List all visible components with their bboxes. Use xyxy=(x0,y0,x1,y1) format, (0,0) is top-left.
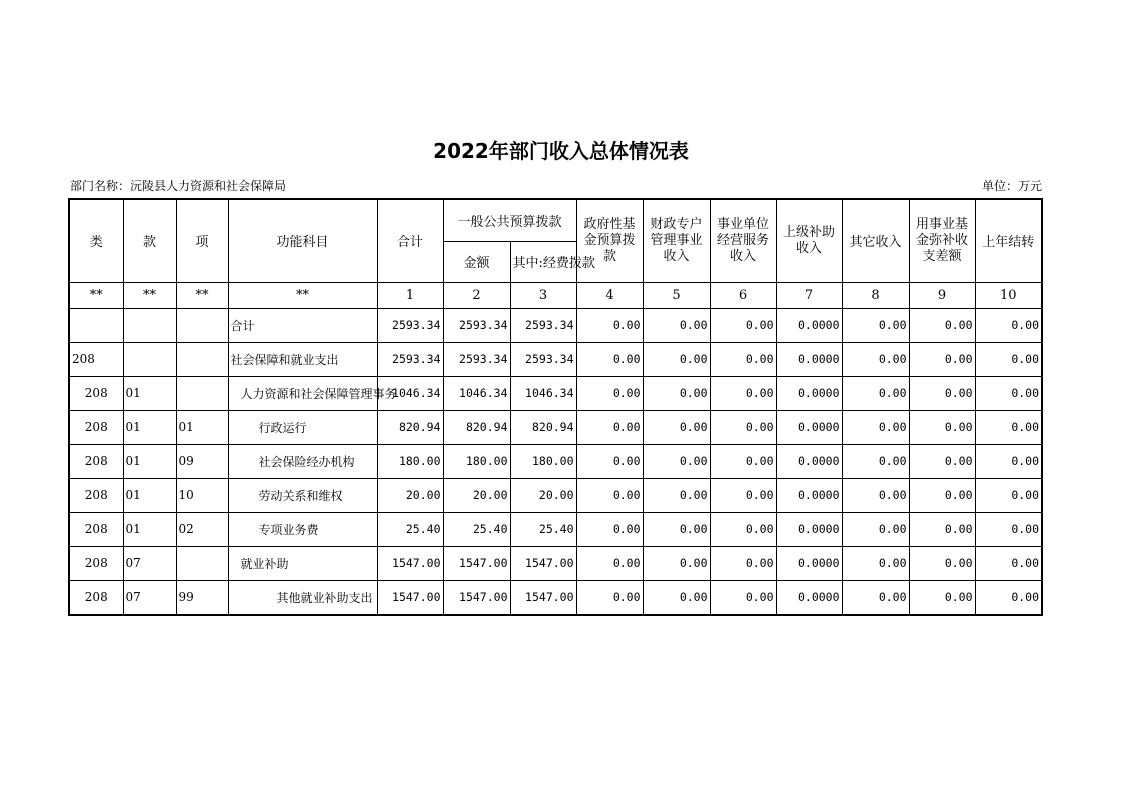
cell-kuan: 01 xyxy=(123,478,176,512)
cell-xiang xyxy=(176,342,228,376)
header-total: 合计 xyxy=(377,199,443,282)
cell-value: 180.00 xyxy=(443,444,510,478)
cell-xiang: 02 xyxy=(176,512,228,546)
cell-value: 0.00 xyxy=(643,308,710,342)
header-fund-gap: 用事业基金弥补收支差额 xyxy=(909,199,975,282)
table-row xyxy=(69,410,1042,444)
cell-value: 0.00 xyxy=(643,546,710,580)
index-cell: ** xyxy=(176,282,228,308)
cell-value: 0.00 xyxy=(975,478,1042,512)
cell-function-name: 合计 xyxy=(228,308,377,342)
cell-value: 1547.00 xyxy=(443,546,510,580)
cell-value: 0.00 xyxy=(975,376,1042,410)
cell-lei: 208 xyxy=(69,478,123,512)
index-cell: ** xyxy=(123,282,176,308)
cell-value: 0.00 xyxy=(909,410,975,444)
cell-value: 0.00 xyxy=(710,308,776,342)
header-lei: 类 xyxy=(69,199,123,282)
table-row xyxy=(69,478,1042,512)
cell-lei: 208 xyxy=(69,512,123,546)
cell-value: 20.00 xyxy=(377,478,443,512)
income-table xyxy=(68,198,1043,616)
cell-value: 1046.34 xyxy=(377,376,443,410)
cell-function-name: 专项业务费 xyxy=(228,512,377,546)
cell-value: 0.00 xyxy=(576,512,643,546)
cell-value: 1547.00 xyxy=(510,546,576,580)
cell-value: 0.00 xyxy=(710,376,776,410)
unit-label: 单位：万元 xyxy=(981,179,1042,193)
cell-lei: 208 xyxy=(69,546,123,580)
cell-xiang: 99 xyxy=(176,580,228,615)
cell-value: 0.00 xyxy=(576,444,643,478)
header-carry-over: 上年结转 xyxy=(975,199,1042,282)
cell-value: 0.00 xyxy=(576,580,643,615)
cell-value: 0.00 xyxy=(909,546,975,580)
cell-kuan xyxy=(123,308,176,342)
table-row xyxy=(69,512,1042,546)
page-title: 2022年部门收入总体情况表 xyxy=(433,139,689,163)
table-row xyxy=(69,376,1042,410)
cell-function-name: 行政运行 xyxy=(228,410,377,444)
cell-value: 0.00 xyxy=(842,308,909,342)
table-row xyxy=(69,546,1042,580)
cell-value: 0.00 xyxy=(710,410,776,444)
cell-value: 25.40 xyxy=(443,512,510,546)
cell-xiang: 01 xyxy=(176,410,228,444)
cell-value: 0.00 xyxy=(975,308,1042,342)
header-operating-income: 事业单位经营服务收入 xyxy=(710,199,776,282)
cell-value: 0.00 xyxy=(576,376,643,410)
cell-value: 1046.34 xyxy=(510,376,576,410)
cell-xiang: 10 xyxy=(176,478,228,512)
cell-xiang xyxy=(176,376,228,410)
header-function-subject: 功能科目 xyxy=(228,199,377,282)
table-row xyxy=(69,580,1042,615)
cell-value: 0.00 xyxy=(842,444,909,478)
cell-value: 0.00 xyxy=(643,512,710,546)
cell-value: 0.00 xyxy=(975,512,1042,546)
cell-value: 0.00 xyxy=(842,342,909,376)
cell-value: 0.00 xyxy=(909,342,975,376)
cell-value: 0.00 xyxy=(975,546,1042,580)
cell-value: 0.00 xyxy=(909,580,975,615)
cell-lei: 208 xyxy=(69,410,123,444)
cell-value: 2593.34 xyxy=(510,308,576,342)
cell-function-name: 劳动关系和维权 xyxy=(228,478,377,512)
cell-value: 0.00 xyxy=(975,410,1042,444)
cell-value: 820.94 xyxy=(510,410,576,444)
cell-xiang xyxy=(176,308,228,342)
cell-value: 0.00 xyxy=(643,444,710,478)
cell-value: 2593.34 xyxy=(443,308,510,342)
table-row xyxy=(69,444,1042,478)
cell-value: 0.0000 xyxy=(776,444,842,478)
cell-function-name: 社会保险经办机构 xyxy=(228,444,377,478)
cell-xiang: 09 xyxy=(176,444,228,478)
cell-value: 820.94 xyxy=(377,410,443,444)
cell-value: 2593.34 xyxy=(510,342,576,376)
header-general-budget: 一般公共预算拨款 xyxy=(443,199,576,241)
cell-kuan: 01 xyxy=(123,444,176,478)
cell-value: 1547.00 xyxy=(510,580,576,615)
cell-value: 1547.00 xyxy=(377,580,443,615)
department-name: 部门名称：沅陵县人力资源和社会保障局 xyxy=(70,179,287,193)
cell-function-name: 人力资源和社会保障管理事务 xyxy=(228,376,377,410)
header-special-account: 财政专户管理事业收入 xyxy=(643,199,710,282)
cell-value: 0.00 xyxy=(576,478,643,512)
cell-value: 0.00 xyxy=(710,512,776,546)
cell-value: 0.00 xyxy=(975,580,1042,615)
cell-value: 2593.34 xyxy=(377,308,443,342)
cell-value: 1547.00 xyxy=(377,546,443,580)
cell-function-name: 社会保障和就业支出 xyxy=(228,342,377,376)
table-row xyxy=(69,308,1042,342)
cell-value: 0.00 xyxy=(909,376,975,410)
cell-value: 0.0000 xyxy=(776,580,842,615)
cell-value: 20.00 xyxy=(510,478,576,512)
index-cell: 2 xyxy=(443,282,510,308)
cell-kuan xyxy=(123,342,176,376)
cell-value: 0.00 xyxy=(842,580,909,615)
cell-value: 0.00 xyxy=(842,478,909,512)
index-cell: 10 xyxy=(975,282,1042,308)
cell-value: 0.00 xyxy=(710,478,776,512)
index-cell: 9 xyxy=(909,282,975,308)
cell-value: 0.0000 xyxy=(776,308,842,342)
cell-value: 0.00 xyxy=(710,546,776,580)
cell-value: 0.0000 xyxy=(776,512,842,546)
cell-value: 0.00 xyxy=(842,410,909,444)
cell-value: 0.00 xyxy=(576,546,643,580)
index-cell: 1 xyxy=(377,282,443,308)
index-cell: ** xyxy=(69,282,123,308)
index-cell: ** xyxy=(228,282,377,308)
cell-value: 0.00 xyxy=(842,376,909,410)
index-cell: 5 xyxy=(643,282,710,308)
cell-lei: 208 xyxy=(69,580,123,615)
cell-value: 0.00 xyxy=(909,512,975,546)
header-gov-fund: 政府性基金预算拨款 xyxy=(576,199,643,282)
cell-value: 180.00 xyxy=(510,444,576,478)
cell-value: 0.00 xyxy=(576,308,643,342)
cell-value: 0.0000 xyxy=(776,410,842,444)
cell-value: 0.0000 xyxy=(776,546,842,580)
cell-value: 0.00 xyxy=(710,580,776,615)
cell-value: 0.0000 xyxy=(776,376,842,410)
cell-value: 0.00 xyxy=(909,444,975,478)
cell-kuan: 01 xyxy=(123,376,176,410)
cell-value: 0.00 xyxy=(576,410,643,444)
index-row xyxy=(69,282,1042,308)
cell-value: 0.00 xyxy=(643,410,710,444)
cell-lei: 208 xyxy=(69,444,123,478)
cell-value: 0.00 xyxy=(842,512,909,546)
cell-lei xyxy=(69,308,123,342)
index-cell: 7 xyxy=(776,282,842,308)
cell-kuan: 07 xyxy=(123,546,176,580)
cell-value: 0.00 xyxy=(909,308,975,342)
cell-value: 2593.34 xyxy=(443,342,510,376)
cell-value: 0.00 xyxy=(710,444,776,478)
index-cell: 3 xyxy=(510,282,576,308)
cell-value: 820.94 xyxy=(443,410,510,444)
cell-value: 0.0000 xyxy=(776,342,842,376)
cell-value: 0.00 xyxy=(643,342,710,376)
cell-value: 0.00 xyxy=(842,546,909,580)
header-of-which: 其中:经费拨款 xyxy=(510,241,576,282)
cell-value: 0.00 xyxy=(576,342,643,376)
cell-value: 2593.34 xyxy=(377,342,443,376)
table-row xyxy=(69,342,1042,376)
cell-lei: 208 xyxy=(69,342,123,376)
cell-value: 25.40 xyxy=(510,512,576,546)
cell-value: 0.00 xyxy=(643,478,710,512)
cell-xiang xyxy=(176,546,228,580)
cell-function-name: 其他就业补助支出 xyxy=(228,580,377,615)
cell-value: 0.00 xyxy=(643,376,710,410)
cell-value: 180.00 xyxy=(377,444,443,478)
index-cell: 8 xyxy=(842,282,909,308)
cell-value: 0.00 xyxy=(643,580,710,615)
cell-value: 1046.34 xyxy=(443,376,510,410)
cell-value: 0.0000 xyxy=(776,478,842,512)
cell-function-name: 就业补助 xyxy=(228,546,377,580)
index-cell: 4 xyxy=(576,282,643,308)
header-xiang: 项 xyxy=(176,199,228,282)
cell-value: 0.00 xyxy=(909,478,975,512)
header-subsidy-income: 上级补助收入 xyxy=(776,199,842,282)
cell-kuan: 01 xyxy=(123,512,176,546)
cell-value: 0.00 xyxy=(975,444,1042,478)
header-other-income: 其它收入 xyxy=(842,199,909,282)
header-kuan: 款 xyxy=(123,199,176,282)
header-amount: 金额 xyxy=(443,241,510,282)
cell-value: 20.00 xyxy=(443,478,510,512)
index-cell: 6 xyxy=(710,282,776,308)
cell-kuan: 01 xyxy=(123,410,176,444)
cell-value: 0.00 xyxy=(710,342,776,376)
cell-value: 0.00 xyxy=(975,342,1042,376)
cell-value: 25.40 xyxy=(377,512,443,546)
cell-value: 1547.00 xyxy=(443,580,510,615)
cell-lei: 208 xyxy=(69,376,123,410)
cell-kuan: 07 xyxy=(123,580,176,615)
